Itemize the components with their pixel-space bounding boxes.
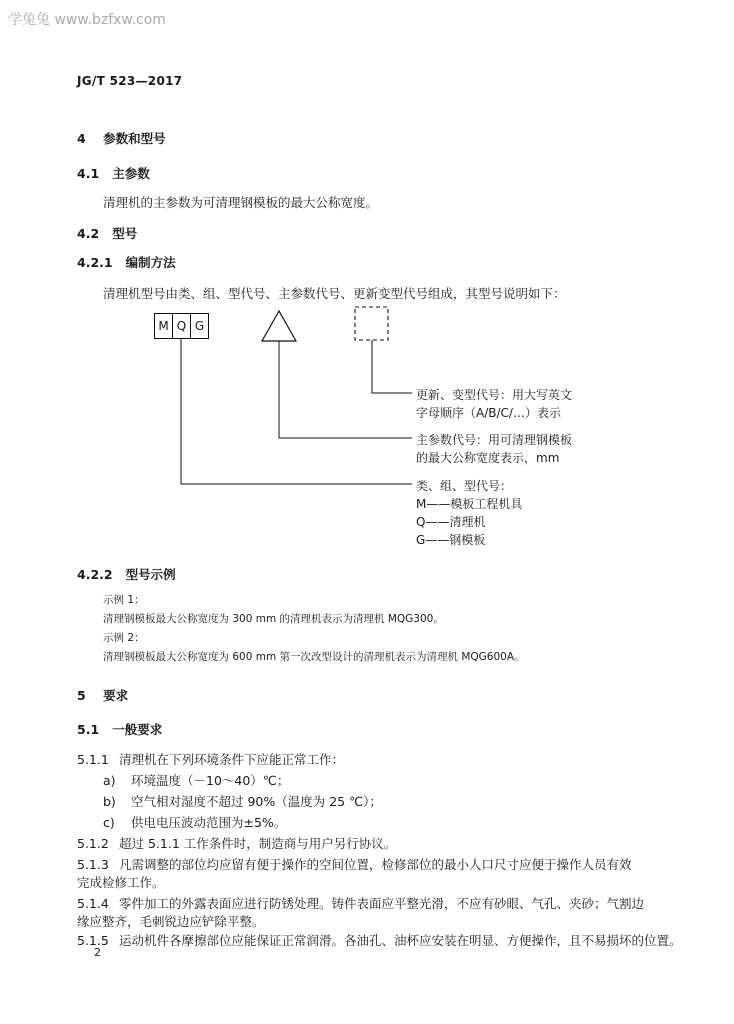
section-4-2-1-heading [77,253,176,271]
clause-text: 超过 5.1.1 工作条件时，制造商与用户另行协议。 [119,836,397,851]
section-number: 4.1 [77,166,100,181]
code-cell-m: M [154,313,173,339]
model-code-box [155,313,209,339]
example-2-label: 示例 2： [103,632,145,644]
list-marker: b) [103,794,116,809]
section-title: 参数和型号 [103,131,166,146]
page-number: 2 [94,946,101,959]
section-title: 编制方法 [125,255,176,270]
clause-text: 清理机在下列环境条件下应能正常工作： [119,752,345,767]
clause-5-1-1 [77,750,344,768]
list-marker: a) [103,773,116,788]
clause-5-1-2 [77,834,396,852]
section-title: 要求 [103,688,129,703]
section-title: 主参数 [112,166,150,181]
clause-5-1-4-cont: 缘应整齐，毛刺锐边应铲除平整。 [77,914,265,929]
list-marker: c) [103,815,115,830]
label-class-q: Q——清理机 [416,515,486,529]
section-title: 一般要求 [112,722,163,737]
standard-number: JG/T 523—2017 [77,74,183,88]
code-cell-g: G [190,313,209,339]
section-number: 4 [77,131,86,146]
clause-5-1-5 [77,931,682,949]
section-number: 5.1 [77,722,100,737]
leader-param [279,341,412,438]
watermark: 学兔兔 www.bzfxw.com [8,12,166,28]
section-title: 型号 [112,226,138,241]
list-item-b [103,792,382,810]
section-number: 4.2.2 [77,567,113,582]
section-4-2-1-body: 清理机型号由类、组、型代号、主参数代号、更新变型代号组成，其型号说明如下： [103,286,566,301]
leader-class [181,339,412,484]
list-text: 环境温度（－10～40）℃； [131,773,290,788]
clause-5-1-4 [77,894,644,912]
example-1-label: 示例 1： [103,594,145,606]
clause-text: 凡需调整的部位均应留有便于操作的空间位置，检修部位的最小人口尺寸应便于操作人员有效 [119,857,632,872]
clause-number: 5.1.4 [77,896,109,911]
clause-text: 运动机件各摩擦部位应能保证正常润滑。各油孔、油杯应安装在明显、方便操作，且不易损坏的位置。 [119,933,682,948]
label-param-line1: 主参数代号：用可清理钢模板 [416,433,573,447]
label-param-line2: 的最大公称宽度表示，mm [416,451,560,465]
list-item-a [103,771,289,789]
code-cell-q: Q [172,313,191,339]
example-1-text: 清理钢模板最大公称宽度为 300 mm 的清理机表示为清理机 MQG300。 [103,613,444,625]
section-4-2-heading [77,224,137,242]
label-class-g: G——钢模板 [416,533,486,547]
section-4-1-body: 清理机的主参数为可清理钢模板的最大公称宽度。 [103,195,379,210]
section-4-2-2-heading [77,565,176,583]
label-update-line1: 更新、变型代号：用大写英文 [416,388,573,402]
leader-update [372,340,412,393]
clause-number: 5.1.1 [77,752,109,767]
example-2-text: 清理钢模板最大公称宽度为 600 mm 第一次改型设计的清理机表示为清理机 MQG600A。 [103,651,525,663]
label-class-line1: 类、组、型代号： [416,479,513,493]
clause-number: 5.1.5 [77,933,109,948]
triangle-symbol [262,311,296,341]
section-5-heading [77,686,128,704]
label-update-line2: 字母顺序（A/B/C/…）表示 [416,406,561,420]
clause-text: 零件加工的外露表面应进行防锈处理。铸件表面应平整光滑，不应有砂眼、气孔、夹砂；气割边 [119,896,645,911]
clause-5-1-3 [77,855,632,873]
clause-number: 5.1.3 [77,857,109,872]
section-number: 4.2 [77,226,100,241]
section-title: 型号示例 [125,567,176,582]
clause-5-1-3-cont: 完成检修工作。 [77,875,165,890]
clause-number: 5.1.2 [77,836,109,851]
list-text: 空气相对湿度不超过 90%（温度为 25 ℃）； [131,794,382,809]
list-text: 供电电压波动范围为±5%。 [131,815,287,830]
section-5-1-heading [77,720,162,738]
section-4-1-heading [77,164,150,182]
dashed-box-symbol [355,307,388,340]
list-item-c [103,813,286,831]
section-number: 4.2.1 [77,255,113,270]
section-4-heading [77,129,166,147]
label-class-m: M——模板工程机具 [416,497,523,511]
section-number: 5 [77,688,86,703]
